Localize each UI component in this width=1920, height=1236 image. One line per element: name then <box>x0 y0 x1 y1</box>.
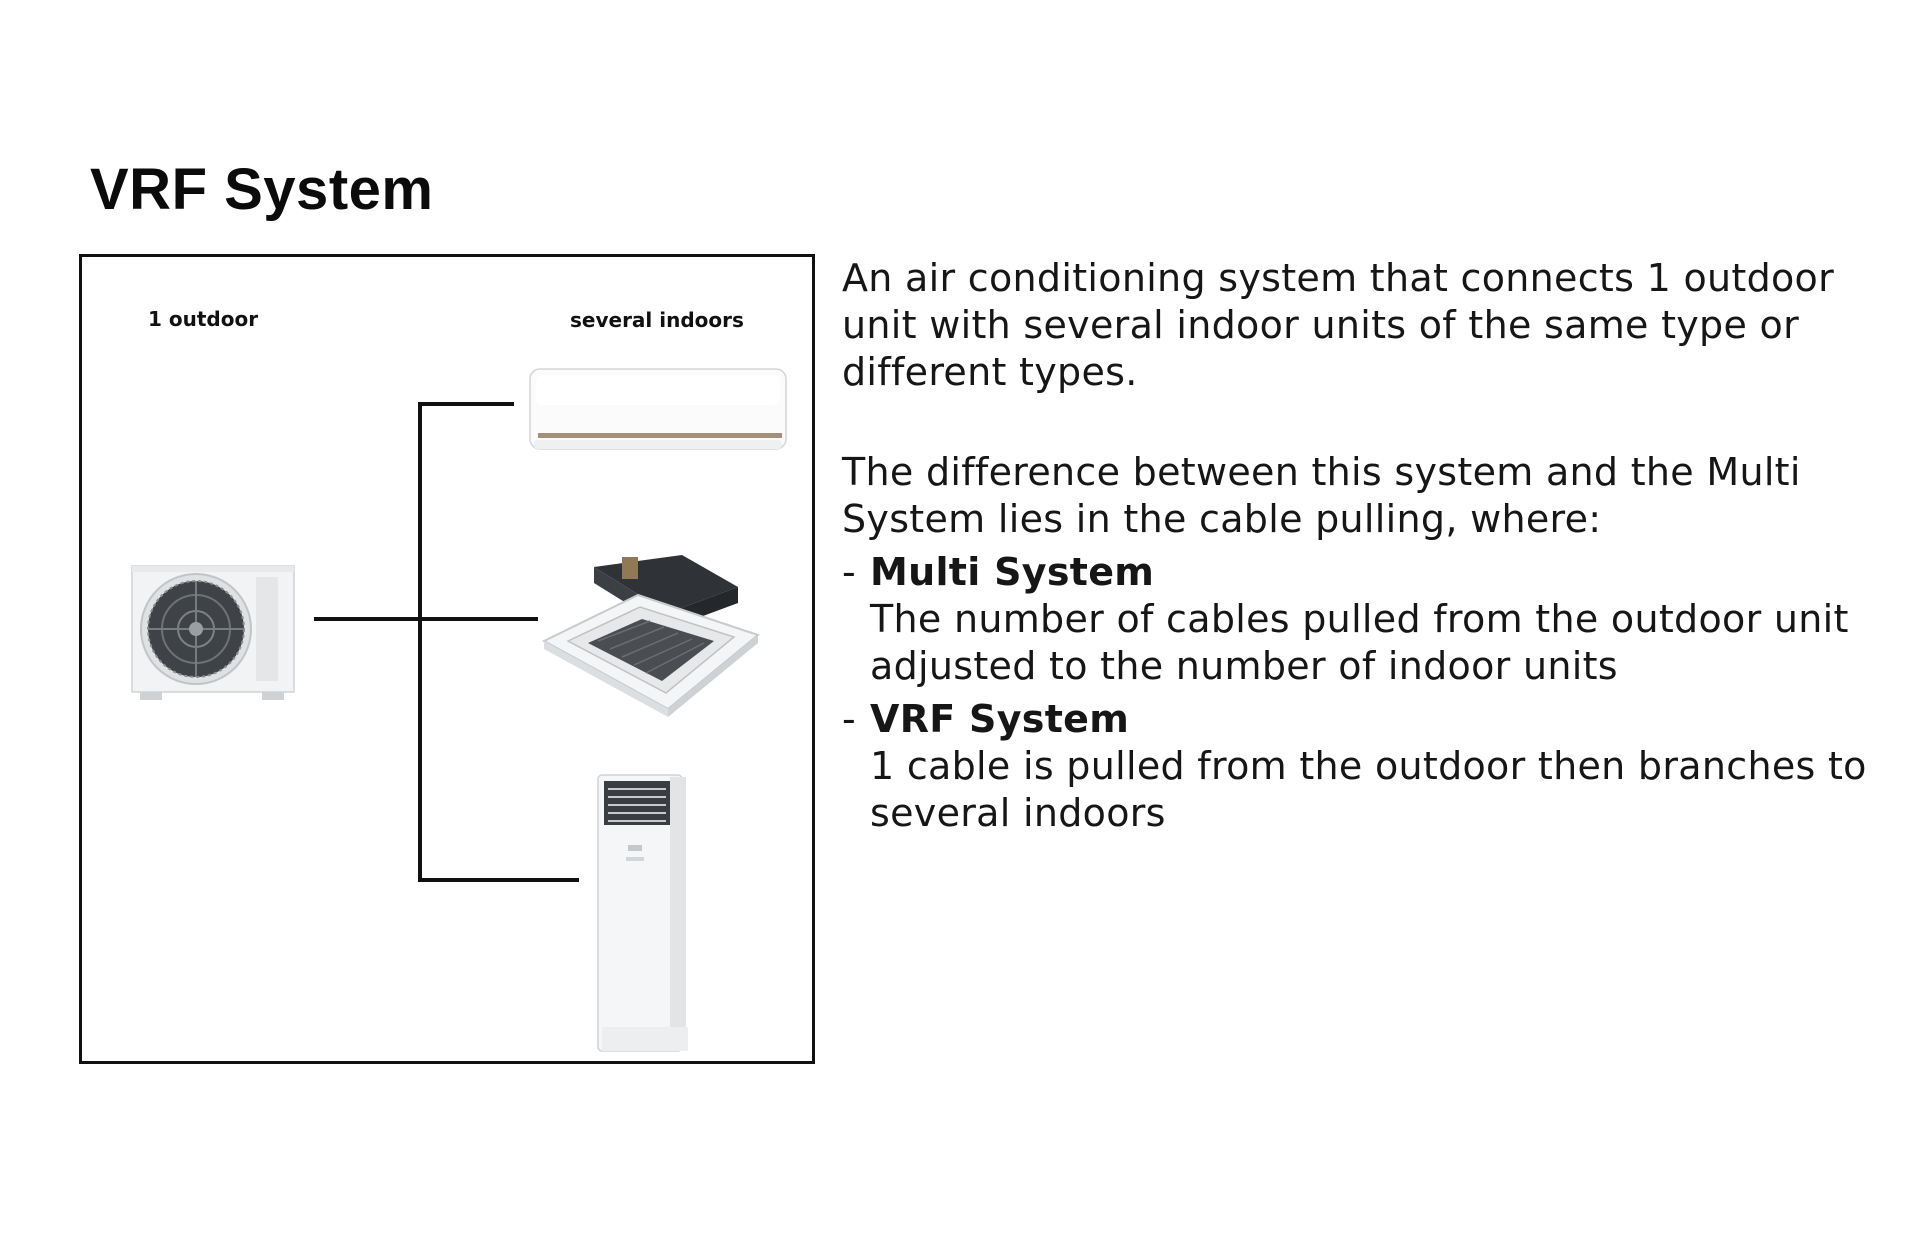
page-title: VRF System <box>90 157 434 222</box>
list-item <box>842 549 1892 690</box>
description <box>842 255 1892 837</box>
list-item <box>842 696 1892 837</box>
vrf-system-title: VRF System <box>870 697 1130 741</box>
intro-paragraph: An air conditioning system that connects 1 outdoor unit with several indoor units of the same type or different types. <box>842 256 1835 394</box>
multi-system-body: The number of cables pulled from the outdoor unit adjusted to the number of indoor units <box>870 597 1849 688</box>
difference-paragraph: The difference between this system and the Multi System lies in the cable pulling, where: <box>842 450 1801 541</box>
diagram-frame <box>79 254 815 1064</box>
indoor-label: several indoors <box>570 308 744 332</box>
vrf-diagram <box>82 257 812 1061</box>
list-dash: - <box>842 550 857 594</box>
outdoor-unit-icon <box>132 566 294 700</box>
floor-standing-unit-icon <box>598 775 688 1051</box>
wall-split-unit-icon <box>530 369 786 449</box>
list-dash: - <box>842 697 857 741</box>
outdoor-label: 1 outdoor <box>148 307 259 331</box>
multi-system-title: Multi System <box>870 550 1155 594</box>
cassette-unit-icon <box>544 555 758 717</box>
cable-lines <box>314 402 579 882</box>
vrf-system-body: 1 cable is pulled from the outdoor then branches to several indoors <box>870 744 1867 835</box>
